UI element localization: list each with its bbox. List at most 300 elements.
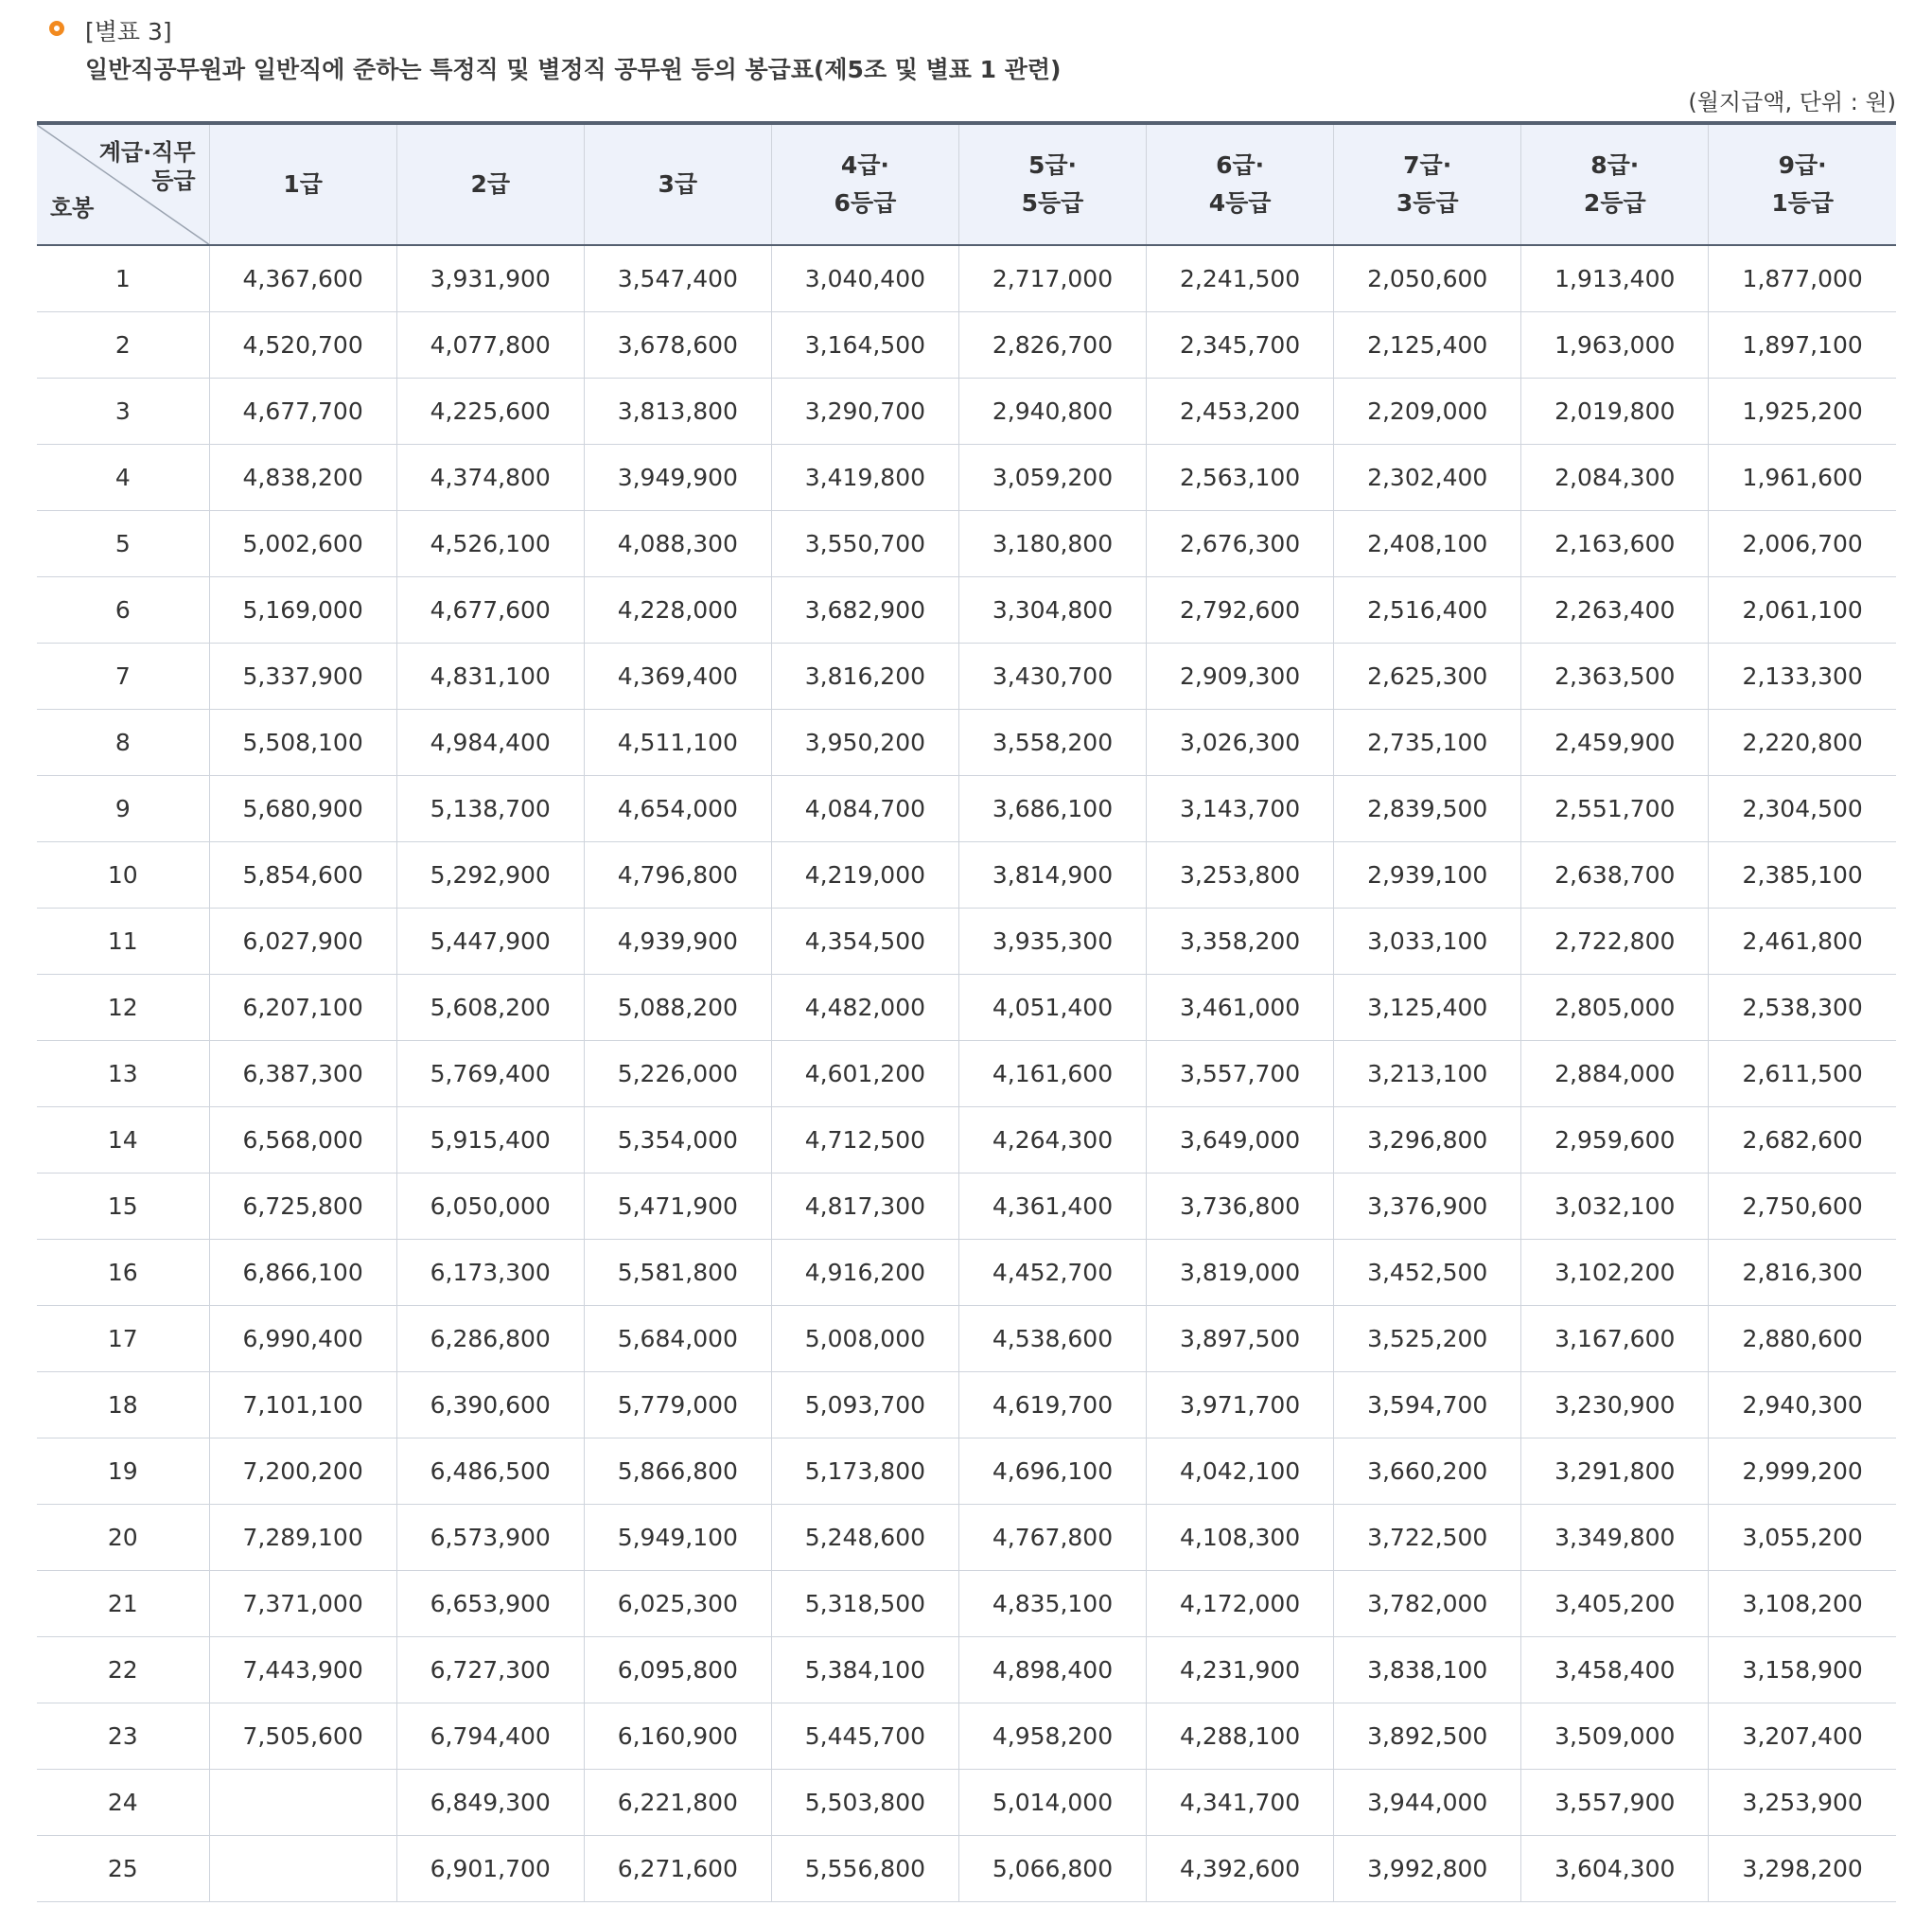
table-row (37, 1571, 1896, 1637)
corner-top-line2: 등급 (151, 168, 196, 194)
salary-cell: 4,088,300 (584, 511, 771, 577)
salary-cell: 6,725,800 (209, 1174, 396, 1240)
salary-cell: 2,750,600 (1709, 1174, 1896, 1240)
salary-cell: 3,158,900 (1709, 1637, 1896, 1703)
column-header-line1: 8급· (1590, 151, 1640, 179)
salary-cell: 2,880,600 (1709, 1306, 1896, 1372)
salary-cell: 5,508,100 (209, 710, 396, 776)
salary-cell: 5,008,000 (771, 1306, 958, 1372)
salary-cell: 3,358,200 (1147, 909, 1334, 975)
salary-cell: 4,225,600 (396, 379, 584, 445)
salary-cell: 3,108,200 (1709, 1571, 1896, 1637)
salary-cell: 4,231,900 (1147, 1637, 1334, 1703)
column-header-line1: 2급 (470, 170, 510, 198)
table-row (37, 1107, 1896, 1174)
salary-cell: 6,568,000 (209, 1107, 396, 1174)
salary-cell: 5,002,600 (209, 511, 396, 577)
salary-cell: 4,077,800 (396, 312, 584, 379)
salary-cell: 5,093,700 (771, 1372, 958, 1438)
salary-cell: 2,363,500 (1521, 644, 1709, 710)
salary-cell: 2,999,200 (1709, 1438, 1896, 1505)
salary-cell: 4,526,100 (396, 511, 584, 577)
salary-cell: 5,138,700 (396, 776, 584, 842)
salary-cell: 5,014,000 (958, 1770, 1146, 1836)
salary-cell: 4,482,000 (771, 975, 958, 1041)
salary-cell (209, 1836, 396, 1902)
salary-cell: 4,677,700 (209, 379, 396, 445)
salary-cell: 2,722,800 (1521, 909, 1709, 975)
table-row (37, 975, 1896, 1041)
salary-cell: 3,892,500 (1334, 1703, 1521, 1770)
salary-cell: 5,226,000 (584, 1041, 771, 1107)
salary-cell: 2,241,500 (1147, 245, 1334, 312)
salary-cell: 5,915,400 (396, 1107, 584, 1174)
salary-cell: 5,169,000 (209, 577, 396, 644)
column-header-line1: 5급· (1027, 151, 1078, 179)
salary-cell: 2,461,800 (1709, 909, 1896, 975)
salary-cell: 2,125,400 (1334, 312, 1521, 379)
salary-cell: 3,935,300 (958, 909, 1146, 975)
salary-cell: 4,916,200 (771, 1240, 958, 1306)
salary-cell: 3,430,700 (958, 644, 1146, 710)
salary-cell: 4,958,200 (958, 1703, 1146, 1770)
step-cell: 12 (37, 975, 209, 1041)
salary-cell: 3,660,200 (1334, 1438, 1521, 1505)
salary-cell: 4,361,400 (958, 1174, 1146, 1240)
appendix-tag: [별표 3] (85, 18, 172, 45)
salary-cell: 4,367,600 (209, 245, 396, 312)
salary-cell: 5,384,100 (771, 1637, 958, 1703)
salary-cell: 2,939,100 (1334, 842, 1521, 909)
salary-cell: 3,813,800 (584, 379, 771, 445)
salary-cell: 5,779,000 (584, 1372, 771, 1438)
salary-cell: 4,354,500 (771, 909, 958, 975)
salary-cell: 5,088,200 (584, 975, 771, 1041)
salary-cell: 2,302,400 (1334, 445, 1521, 511)
table-row (37, 1505, 1896, 1571)
salary-cell: 1,913,400 (1521, 245, 1709, 312)
table-row (37, 1174, 1896, 1240)
salary-cell: 4,520,700 (209, 312, 396, 379)
salary-cell: 4,654,000 (584, 776, 771, 842)
column-header (771, 123, 958, 245)
salary-cell: 6,160,900 (584, 1703, 771, 1770)
salary-cell: 5,684,000 (584, 1306, 771, 1372)
salary-cell: 3,213,100 (1334, 1041, 1521, 1107)
salary-cell: 3,304,800 (958, 577, 1146, 644)
step-cell: 13 (37, 1041, 209, 1107)
salary-cell: 3,949,900 (584, 445, 771, 511)
salary-cell: 2,385,100 (1709, 842, 1896, 909)
step-cell: 20 (37, 1505, 209, 1571)
salary-cell: 4,219,000 (771, 842, 958, 909)
step-cell: 23 (37, 1703, 209, 1770)
salary-cell: 4,452,700 (958, 1240, 1146, 1306)
salary-cell: 2,940,300 (1709, 1372, 1896, 1438)
salary-cell: 2,408,100 (1334, 511, 1521, 577)
salary-cell: 2,676,300 (1147, 511, 1334, 577)
table-row (37, 1240, 1896, 1306)
salary-cell: 4,374,800 (396, 445, 584, 511)
salary-cell: 4,601,200 (771, 1041, 958, 1107)
step-cell: 3 (37, 379, 209, 445)
salary-cell (209, 1770, 396, 1836)
salary-cell: 6,173,300 (396, 1240, 584, 1306)
salary-cell: 5,292,900 (396, 842, 584, 909)
salary-cell: 3,782,000 (1334, 1571, 1521, 1637)
column-header-line1: 4급· (840, 151, 889, 179)
salary-cell: 2,133,300 (1709, 644, 1896, 710)
salary-cell: 3,814,900 (958, 842, 1146, 909)
salary-cell: 6,727,300 (396, 1637, 584, 1703)
table-row (37, 710, 1896, 776)
salary-cell: 2,061,100 (1709, 577, 1896, 644)
salary-cell: 2,538,300 (1709, 975, 1896, 1041)
salary-cell: 4,264,300 (958, 1107, 1146, 1174)
salary-cell: 2,163,600 (1521, 511, 1709, 577)
salary-cell: 3,461,000 (1147, 975, 1334, 1041)
salary-cell: 3,059,200 (958, 445, 1146, 511)
step-cell: 7 (37, 644, 209, 710)
salary-cell: 2,050,600 (1334, 245, 1521, 312)
salary-cell: 3,033,100 (1334, 909, 1521, 975)
step-cell: 8 (37, 710, 209, 776)
salary-cell: 5,447,900 (396, 909, 584, 975)
salary-cell: 3,525,200 (1334, 1306, 1521, 1372)
salary-cell: 6,221,800 (584, 1770, 771, 1836)
salary-cell: 5,608,200 (396, 975, 584, 1041)
salary-cell: 3,557,900 (1521, 1770, 1709, 1836)
step-cell: 2 (37, 312, 209, 379)
table-row (37, 1438, 1896, 1505)
salary-cell: 2,345,700 (1147, 312, 1334, 379)
corner-header-cell (37, 123, 209, 245)
salary-cell: 1,897,100 (1709, 312, 1896, 379)
step-cell: 15 (37, 1174, 209, 1240)
table-row (37, 445, 1896, 511)
step-cell: 16 (37, 1240, 209, 1306)
salary-cell: 3,897,500 (1147, 1306, 1334, 1372)
corner-bottom-label: 호봉 (50, 195, 95, 221)
salary-cell: 5,949,100 (584, 1505, 771, 1571)
salary-table (37, 121, 1896, 1902)
step-cell: 19 (37, 1438, 209, 1505)
column-header (396, 123, 584, 245)
salary-cell: 3,376,900 (1334, 1174, 1521, 1240)
salary-cell: 3,931,900 (396, 245, 584, 312)
salary-cell: 3,557,700 (1147, 1041, 1334, 1107)
salary-cell: 4,767,800 (958, 1505, 1146, 1571)
salary-cell: 5,471,900 (584, 1174, 771, 1240)
salary-cell: 6,573,900 (396, 1505, 584, 1571)
salary-cell: 5,769,400 (396, 1041, 584, 1107)
salary-cell: 5,318,500 (771, 1571, 958, 1637)
column-header (958, 123, 1146, 245)
salary-cell: 4,817,300 (771, 1174, 958, 1240)
salary-cell: 4,042,100 (1147, 1438, 1334, 1505)
table-row (37, 511, 1896, 577)
salary-cell: 4,835,100 (958, 1571, 1146, 1637)
column-header (584, 123, 771, 245)
table-row (37, 1306, 1896, 1372)
salary-cell: 2,717,000 (958, 245, 1146, 312)
salary-cell: 2,625,300 (1334, 644, 1521, 710)
salary-cell: 3,164,500 (771, 312, 958, 379)
salary-cell: 6,095,800 (584, 1637, 771, 1703)
salary-cell: 2,959,600 (1521, 1107, 1709, 1174)
column-header-line2: 1등급 (1771, 189, 1835, 217)
salary-cell: 3,055,200 (1709, 1505, 1896, 1571)
salary-cell: 3,678,600 (584, 312, 771, 379)
salary-cell: 2,735,100 (1334, 710, 1521, 776)
salary-cell: 7,101,100 (209, 1372, 396, 1438)
step-cell: 9 (37, 776, 209, 842)
salary-cell: 3,550,700 (771, 511, 958, 577)
salary-cell: 2,611,500 (1709, 1041, 1896, 1107)
table-row (37, 1703, 1896, 1770)
salary-cell: 2,006,700 (1709, 511, 1896, 577)
salary-cell: 4,341,700 (1147, 1770, 1334, 1836)
salary-cell: 2,516,400 (1334, 577, 1521, 644)
table-row (37, 842, 1896, 909)
corner-top-line1: 계급·직무 (98, 139, 196, 166)
salary-cell: 6,486,500 (396, 1438, 584, 1505)
salary-cell: 4,084,700 (771, 776, 958, 842)
salary-cell: 7,505,600 (209, 1703, 396, 1770)
salary-cell: 5,445,700 (771, 1703, 958, 1770)
salary-cell: 3,452,500 (1334, 1240, 1521, 1306)
step-cell: 10 (37, 842, 209, 909)
salary-cell: 6,027,900 (209, 909, 396, 975)
salary-cell: 3,207,400 (1709, 1703, 1896, 1770)
salary-cell: 3,838,100 (1334, 1637, 1521, 1703)
salary-cell: 6,050,000 (396, 1174, 584, 1240)
column-header-line2: 3등급 (1396, 189, 1459, 217)
salary-cell: 1,925,200 (1709, 379, 1896, 445)
salary-cell: 5,854,600 (209, 842, 396, 909)
salary-cell: 4,712,500 (771, 1107, 958, 1174)
salary-cell: 3,992,800 (1334, 1836, 1521, 1902)
salary-cell: 3,405,200 (1521, 1571, 1709, 1637)
salary-cell: 3,944,000 (1334, 1770, 1521, 1836)
salary-cell: 7,200,200 (209, 1438, 396, 1505)
circle-bullet-icon (49, 21, 64, 36)
salary-cell: 3,458,400 (1521, 1637, 1709, 1703)
salary-cell: 4,369,400 (584, 644, 771, 710)
salary-cell: 3,971,700 (1147, 1372, 1334, 1438)
salary-cell: 3,167,600 (1521, 1306, 1709, 1372)
salary-cell: 3,604,300 (1521, 1836, 1709, 1902)
salary-cell: 4,511,100 (584, 710, 771, 776)
salary-cell: 7,289,100 (209, 1505, 396, 1571)
salary-cell: 5,173,800 (771, 1438, 958, 1505)
column-header (1147, 123, 1334, 245)
salary-cell: 6,387,300 (209, 1041, 396, 1107)
salary-cell: 3,686,100 (958, 776, 1146, 842)
salary-cell: 3,253,900 (1709, 1770, 1896, 1836)
salary-cell: 3,558,200 (958, 710, 1146, 776)
salary-cell: 3,819,000 (1147, 1240, 1334, 1306)
salary-cell: 6,849,300 (396, 1770, 584, 1836)
table-row (37, 312, 1896, 379)
salary-cell: 3,290,700 (771, 379, 958, 445)
step-cell: 6 (37, 577, 209, 644)
salary-cell: 7,443,900 (209, 1637, 396, 1703)
column-header-line2: 2등급 (1583, 189, 1646, 217)
column-header-line2: 4등급 (1208, 189, 1272, 217)
salary-cell: 3,950,200 (771, 710, 958, 776)
salary-cell: 4,172,000 (1147, 1571, 1334, 1637)
salary-cell: 6,286,800 (396, 1306, 584, 1372)
salary-cell: 6,025,300 (584, 1571, 771, 1637)
salary-cell: 3,349,800 (1521, 1505, 1709, 1571)
salary-cell: 4,228,000 (584, 577, 771, 644)
salary-cell: 3,230,900 (1521, 1372, 1709, 1438)
unit-note: (월지급액, 단위 : 원) (1688, 89, 1896, 115)
page-title: 일반직공무원과 일반직에 준하는 특정직 및 별정직 공무원 등의 봉급표(제5조 및 별표 1 관련) (85, 56, 1062, 83)
step-cell: 11 (37, 909, 209, 975)
table-row (37, 1372, 1896, 1438)
salary-cell: 2,816,300 (1709, 1240, 1896, 1306)
salary-cell: 2,940,800 (958, 379, 1146, 445)
table-row (37, 909, 1896, 975)
salary-cell: 3,298,200 (1709, 1836, 1896, 1902)
salary-cell: 3,125,400 (1334, 975, 1521, 1041)
salary-cell: 4,898,400 (958, 1637, 1146, 1703)
salary-cell: 2,805,000 (1521, 975, 1709, 1041)
step-cell: 5 (37, 511, 209, 577)
salary-cell: 2,263,400 (1521, 577, 1709, 644)
salary-cell: 3,419,800 (771, 445, 958, 511)
salary-cell: 3,736,800 (1147, 1174, 1334, 1240)
salary-cell: 6,866,100 (209, 1240, 396, 1306)
salary-cell: 1,963,000 (1521, 312, 1709, 379)
salary-cell: 2,304,500 (1709, 776, 1896, 842)
salary-cell: 6,390,600 (396, 1372, 584, 1438)
table-row (37, 644, 1896, 710)
step-cell: 14 (37, 1107, 209, 1174)
salary-cell: 5,866,800 (584, 1438, 771, 1505)
salary-cell: 4,392,600 (1147, 1836, 1334, 1902)
table-body (37, 245, 1896, 1902)
table-row (37, 379, 1896, 445)
table-row (37, 1836, 1896, 1902)
step-cell: 4 (37, 445, 209, 511)
salary-cell: 1,877,000 (1709, 245, 1896, 312)
salary-cell: 4,796,800 (584, 842, 771, 909)
salary-cell: 3,040,400 (771, 245, 958, 312)
table-row (37, 1041, 1896, 1107)
salary-cell: 5,581,800 (584, 1240, 771, 1306)
column-header (209, 123, 396, 245)
salary-cell: 2,220,800 (1709, 710, 1896, 776)
salary-cell: 6,653,900 (396, 1571, 584, 1637)
step-cell: 21 (37, 1571, 209, 1637)
salary-cell: 4,161,600 (958, 1041, 1146, 1107)
step-cell: 24 (37, 1770, 209, 1836)
salary-cell: 4,288,100 (1147, 1703, 1334, 1770)
column-header-line1: 7급· (1403, 151, 1452, 179)
step-cell: 18 (37, 1372, 209, 1438)
salary-cell: 2,459,900 (1521, 710, 1709, 776)
salary-cell: 2,826,700 (958, 312, 1146, 379)
table-row (37, 1770, 1896, 1836)
salary-cell: 5,337,900 (209, 644, 396, 710)
salary-cell: 3,547,400 (584, 245, 771, 312)
column-header (1334, 123, 1521, 245)
salary-cell: 4,677,600 (396, 577, 584, 644)
salary-cell: 6,207,100 (209, 975, 396, 1041)
salary-cell: 4,831,100 (396, 644, 584, 710)
salary-cell: 6,990,400 (209, 1306, 396, 1372)
salary-cell: 3,649,000 (1147, 1107, 1334, 1174)
column-header-line1: 6급· (1216, 151, 1265, 179)
salary-cell: 5,066,800 (958, 1836, 1146, 1902)
salary-cell: 2,682,600 (1709, 1107, 1896, 1174)
step-cell: 25 (37, 1836, 209, 1902)
salary-cell: 3,102,200 (1521, 1240, 1709, 1306)
salary-cell: 6,794,400 (396, 1703, 584, 1770)
column-header-line2: 5등급 (1021, 189, 1084, 217)
salary-cell: 3,180,800 (958, 511, 1146, 577)
step-cell: 22 (37, 1637, 209, 1703)
salary-cell: 6,901,700 (396, 1836, 584, 1902)
salary-cell: 3,291,800 (1521, 1438, 1709, 1505)
salary-cell: 2,839,500 (1334, 776, 1521, 842)
salary-cell: 5,354,000 (584, 1107, 771, 1174)
salary-cell: 4,108,300 (1147, 1505, 1334, 1571)
salary-cell: 2,792,600 (1147, 577, 1334, 644)
salary-cell: 2,019,800 (1521, 379, 1709, 445)
salary-cell: 3,026,300 (1147, 710, 1334, 776)
salary-cell: 3,143,700 (1147, 776, 1334, 842)
salary-cell: 2,563,100 (1147, 445, 1334, 511)
salary-cell: 3,296,800 (1334, 1107, 1521, 1174)
salary-cell: 2,884,000 (1521, 1041, 1709, 1107)
salary-cell: 5,556,800 (771, 1836, 958, 1902)
salary-cell: 4,984,400 (396, 710, 584, 776)
column-header-line1: 1급 (283, 170, 323, 198)
salary-cell: 3,682,900 (771, 577, 958, 644)
table-header-row (37, 123, 1896, 245)
table-row (37, 577, 1896, 644)
salary-cell: 1,961,600 (1709, 445, 1896, 511)
salary-cell: 5,503,800 (771, 1770, 958, 1836)
column-header-line1: 9급· (1778, 151, 1827, 179)
column-header-line1: 3급 (658, 170, 698, 198)
salary-cell: 4,696,100 (958, 1438, 1146, 1505)
column-header-line2: 6등급 (834, 189, 897, 217)
salary-cell: 3,253,800 (1147, 842, 1334, 909)
step-cell: 1 (37, 245, 209, 312)
salary-cell: 2,638,700 (1521, 842, 1709, 909)
salary-cell: 3,594,700 (1334, 1372, 1521, 1438)
salary-cell: 2,209,000 (1334, 379, 1521, 445)
column-header (1521, 123, 1709, 245)
salary-cell: 2,909,300 (1147, 644, 1334, 710)
table-row (37, 1637, 1896, 1703)
salary-cell: 3,722,500 (1334, 1505, 1521, 1571)
salary-cell: 5,680,900 (209, 776, 396, 842)
salary-cell: 2,453,200 (1147, 379, 1334, 445)
salary-cell: 4,838,200 (209, 445, 396, 511)
salary-cell: 3,509,000 (1521, 1703, 1709, 1770)
table-row (37, 245, 1896, 312)
salary-cell: 2,084,300 (1521, 445, 1709, 511)
salary-cell: 4,538,600 (958, 1306, 1146, 1372)
corner-top-label (99, 138, 196, 195)
salary-cell: 6,271,600 (584, 1836, 771, 1902)
